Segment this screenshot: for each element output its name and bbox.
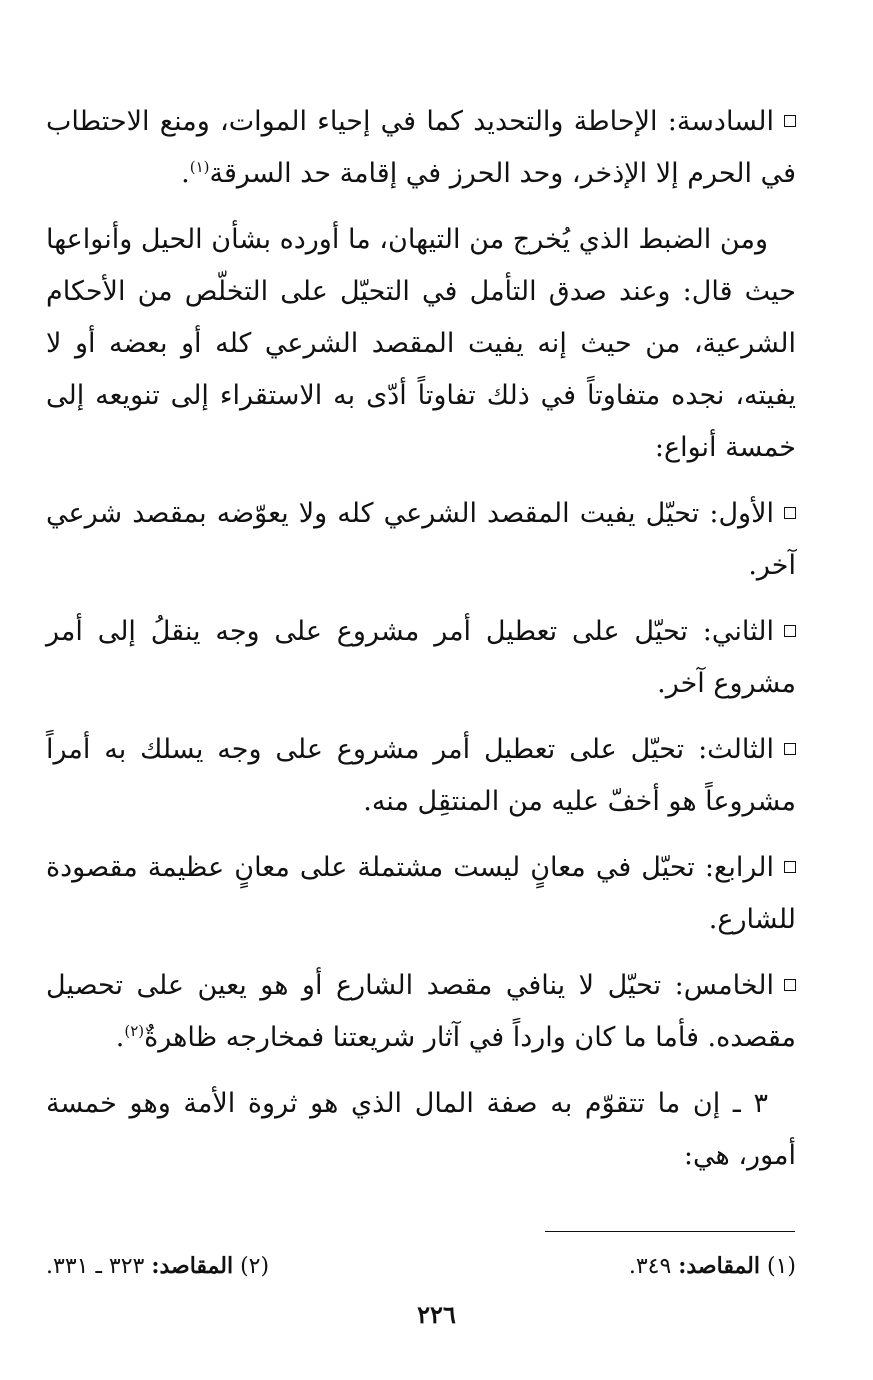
footnote-number: (٢): [240, 1254, 270, 1279]
footnote-divider: [545, 1231, 795, 1232]
paragraph-third: [46, 724, 796, 828]
item-lead: الثاني:: [702, 616, 774, 647]
footnotes: [46, 1246, 796, 1287]
footnote-value: ٣٤٩.: [628, 1254, 672, 1279]
square-bullet-icon: [784, 115, 796, 127]
square-bullet-icon: [784, 979, 796, 991]
footnote-2: [46, 1246, 269, 1287]
square-bullet-icon: [784, 507, 796, 519]
item-text: ومن الضبط الذي يُخرج من التيهان، ما أورده بشأن الحيل وأنواعها حيث قال: وعند صدق التأمل في التحيّل على التخلّص من الأحكام الشرعية، من حيث إنه يفيت المقصد الشرعي كله أو بعضه أو لا يفيته، نجده متفاوتاً في ذلك تفاوتاً أدّى به الاستقراء إلى تنويعه إلى خمسة أنواع:: [46, 224, 796, 463]
item-lead: السادسة:: [667, 106, 774, 137]
item-lead: الرابع:: [704, 852, 774, 883]
footnote-1: [629, 1246, 796, 1287]
footnote-number: (١): [766, 1254, 796, 1279]
item-text: تحيّل في معانٍ ليست مشتملة على معانٍ عظيمة مقصودة للشارع.: [46, 852, 796, 935]
paragraph-fifth: [46, 960, 796, 1064]
footnote-ref[interactable]: (١): [189, 158, 210, 176]
item-tail: .: [181, 158, 190, 189]
item-lead: الثالث:: [698, 734, 774, 765]
item-text: تحيّل على تعطيل أمر مشروع على وجه ينقلُ إلى أمر مشروع آخر.: [46, 616, 796, 699]
paragraph-point-3: [46, 1078, 796, 1182]
square-bullet-icon: [784, 625, 796, 637]
item-lead: الأول:: [709, 498, 774, 529]
item-text: تحيّل لا ينافي مقصد الشارع أو هو يعين على تحصيل مقصده. فأما ما كان وارداً في آثار شريعتنا فمخارجه ظاهرةٌ: [46, 970, 796, 1053]
item-tail: .: [115, 1022, 125, 1053]
footnote-ref[interactable]: (٢): [124, 1022, 145, 1040]
footnote-label: المقاصد:: [151, 1253, 234, 1279]
page-body: [46, 96, 796, 1196]
item-text: الإحاطة والتحديد كما في إحياء الموات، ومنع الاحتطاب في الحرم إلا الإذخر، وحد الحرز في إقامة حد السرقة: [46, 106, 796, 189]
item-lead: الخامس:: [674, 970, 774, 1001]
paragraph-fourth: [46, 842, 796, 946]
square-bullet-icon: [784, 743, 796, 755]
page-number: ٢٢٦: [417, 1300, 456, 1329]
item-text: تحيّل يفيت المقصد الشرعي كله ولا يعوّضه بمقصد شرعي آخر.: [46, 498, 796, 581]
footnote-label: المقاصد:: [678, 1253, 760, 1279]
footnote-value: ٣٢٣ ـ ٣٣١.: [46, 1254, 145, 1279]
square-bullet-icon: [784, 861, 796, 873]
item-text: ٣ ـ إن ما تتقوّم به صفة المال الذي هو ثروة الأمة وهو خمسة أمور، هي:: [46, 1088, 796, 1171]
paragraph-sixth: [46, 96, 796, 200]
item-text: تحيّل على تعطيل أمر مشروع على وجه يسلك به أمراً مشروعاً هو أخفّ عليه من المنتقِل منه.: [46, 734, 796, 817]
paragraph-second: [46, 606, 796, 710]
paragraph-first: [46, 488, 796, 592]
paragraph-intro-hiyal: [46, 214, 796, 474]
